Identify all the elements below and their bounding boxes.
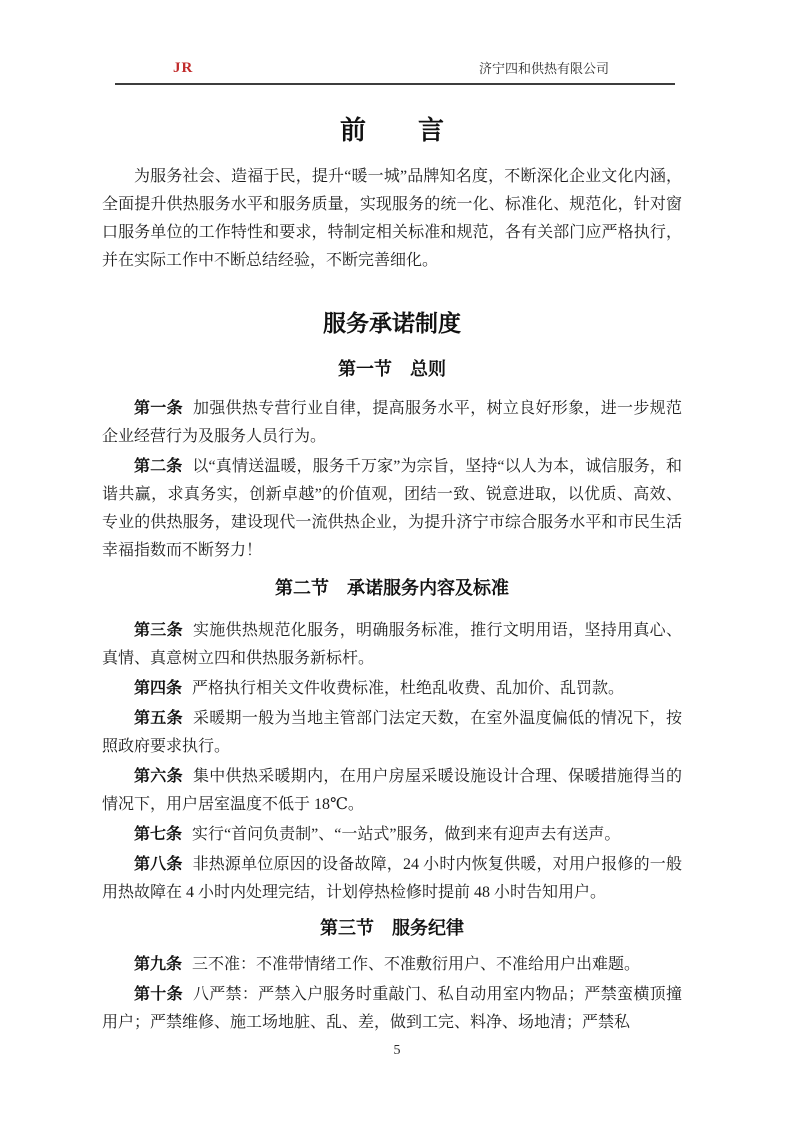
article-text: 严格执行相关文件收费标准，杜绝乱收费、乱加价、乱罚款。 [192, 680, 625, 697]
article-label: 第一条 [134, 400, 183, 417]
article-label: 第四条 [134, 680, 183, 697]
section-general-rules [102, 355, 682, 565]
article-label: 第三条 [134, 622, 183, 639]
article-label: 第二条 [134, 458, 183, 475]
page-header [115, 47, 675, 85]
article-list [102, 395, 682, 565]
article-5 [102, 705, 682, 761]
article-label: 第六条 [134, 768, 183, 785]
section-heading: 第一节 总则 [338, 359, 446, 379]
article-text: 采暖期一般为当地主管部门法定天数，在室外温度偏低的情况下，按照政府要求执行。 [102, 710, 682, 755]
article-label: 第五条 [134, 710, 183, 727]
section-service-discipline [102, 913, 682, 1037]
article-text: 八严禁：严禁入户服务时重敲门、私自动用室内物品；严禁蛮横顶撞用户；严禁维修、施工场地脏、乱、差，做到工完、料净、场地清；严禁私 [102, 986, 682, 1031]
preface-paragraph: 为服务社会、造福于民，提升“暖一城”品牌知名度，不断深化企业文化内涵，全面提升供热服务水平和服务质量，实现服务的统一化、标准化、规范化，针对窗口服务单位的工作特性和要求，特制定相关标准和规范，各有关部门应严格执行，并在实际工作中不断总结经验，不断完善细化。 [102, 168, 682, 269]
company-name: 济宁四和供热有限公司 [478, 61, 609, 76]
preface-title: 前 言 [339, 115, 444, 145]
article-10 [102, 981, 682, 1037]
article-label: 第十条 [134, 986, 183, 1003]
article-9 [102, 951, 682, 979]
section-heading: 第二节 承诺服务内容及标准 [275, 578, 509, 598]
article-text: 以“真情送温暖，服务千万家”为宗旨，坚持“以人为本，诚信服务，和谐共赢，求真务实，创新卓越”的价值观，团结一致、锐意进取，以优质、高效、专业的供热服务，建设现代一流供热企业，为提升济宁市综合服务水平和市民生活幸福指数而不断努力！ [102, 458, 682, 559]
article-label: 第七条 [134, 826, 183, 843]
article-3 [102, 617, 682, 673]
section-heading: 第三节 服务纪律 [320, 918, 464, 938]
page-number: 5 [393, 1043, 401, 1058]
article-text: 加强供热专营行业自律，提高服务水平，树立良好形象，进一步规范企业经营行为及服务人员行为。 [102, 400, 682, 445]
article-list [102, 951, 682, 1037]
article-2 [102, 453, 682, 565]
article-label: 第九条 [134, 956, 183, 973]
article-list [102, 617, 682, 907]
article-text: 实施供热规范化服务，明确服务标准，推行文明用语，坚持用真心、真情、真意树立四和供热服务新标杆。 [102, 622, 682, 667]
article-8 [102, 851, 682, 907]
section-service-standards [102, 573, 682, 907]
article-text: 三不准：不准带情绪工作、不准敷衍用户、不准给用户出难题。 [192, 956, 641, 973]
article-text: 实行“首问负责制”、“一站式”服务，做到来有迎声去有送声。 [192, 826, 621, 843]
article-1 [102, 395, 682, 451]
article-text: 非热源单位原因的设备故障，24 小时内恢复供暖，对用户报修的一般用热故障在 4 小时内处理完结，计划停热检修时提前 48 小时告知用户。 [102, 856, 682, 901]
article-7 [102, 821, 682, 849]
article-6 [102, 763, 682, 819]
company-logo: JR [173, 60, 194, 76]
article-text: 集中供热采暖期内，在用户房屋采暖设施设计合理、保暖措施得当的情况下，用户居室温度不低于 18℃。 [102, 768, 682, 813]
article-label: 第八条 [134, 856, 183, 873]
document-title: 服务承诺制度 [323, 310, 461, 336]
article-4 [102, 675, 682, 703]
